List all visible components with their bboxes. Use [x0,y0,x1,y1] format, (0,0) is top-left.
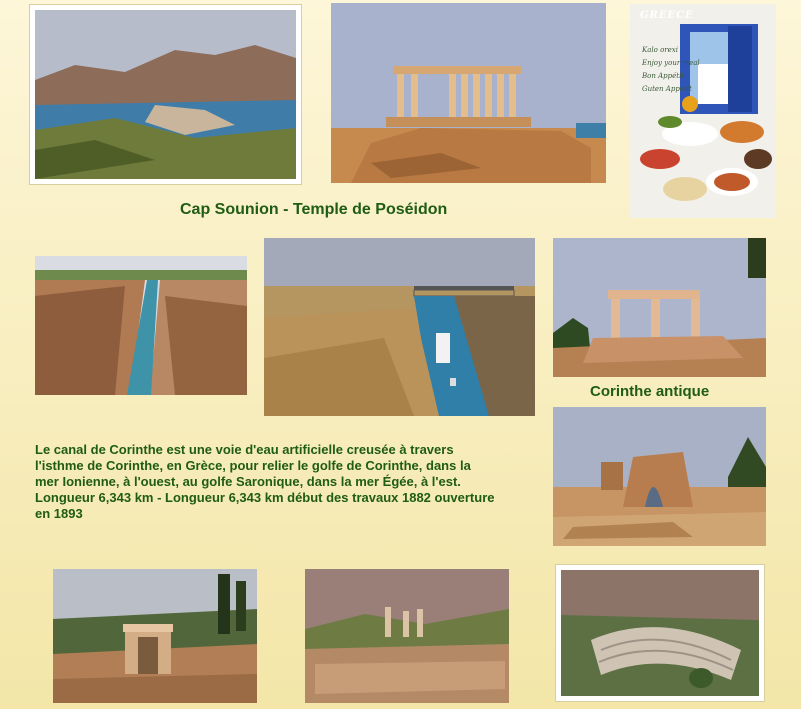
photo-sounion-bay [30,5,301,184]
photo-corinthe-arch [553,407,766,546]
photo-corinthe-columns [553,238,766,377]
photo-corinth-canal-aerial [35,256,247,395]
photo-delphi-treasury [53,569,257,703]
caption-corinthe-antique: Corinthe antique [590,383,710,400]
photo-delphi-theatre [556,565,764,701]
menu-card-text: Kalo orexi Enjoy your meal Bon Appétit Guten Appetit [642,46,700,93]
photo-corinth-canal-ship [264,238,535,416]
photo-temple-poseidon [331,3,606,183]
menu-card-logo: GREECE [640,10,694,21]
photo-greek-menu-card [630,4,776,218]
canal-description: Le canal de Corinthe est une voie d'eau artificielle creusée à travers l'isthme de Corinthe, en Grèce, pour relier le golfe de Corinthe, dans la mer Ionienne, à l'ouest, au golfe Saronique, dans la mer Égée, à l'est. Longueur 6,343 km - Longueur 6,343 km début des travaux 1882 ouverture en 1893 [35,442,495,521]
caption-sounion: Cap Sounion - Temple de Poséidon [180,201,448,218]
photo-delphi-ruins [305,569,509,703]
